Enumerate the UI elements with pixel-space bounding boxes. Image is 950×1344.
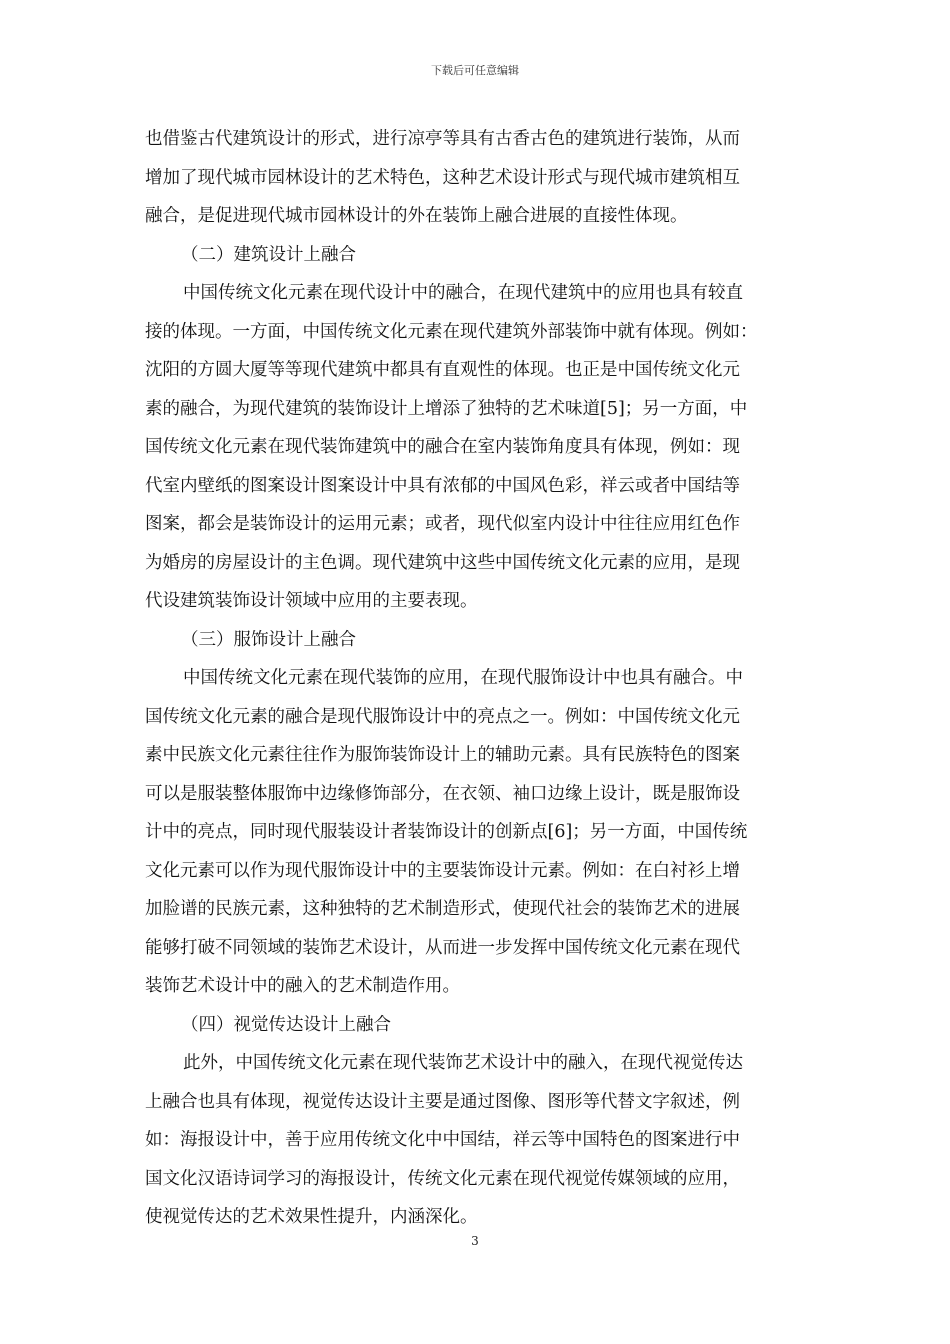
paragraph-line: 中国传统文化元素在现代装饰的应用，在现代服饰设计中也具有融合。中 xyxy=(183,668,743,688)
paragraph-line: 国传统文化元素的融合是现代服饰设计中的亮点之一。例如：中国传统文化元 xyxy=(145,706,740,727)
paragraph-line: 沈阳的方圆大厦等等现代建筑中都具有直观性的体现。也正是中国传统文化元 xyxy=(145,360,740,380)
paragraph-line: 中国传统文化元素在现代设计中的融合，在现代建筑中的应用也具有较直 xyxy=(183,283,743,303)
body-paragraph xyxy=(145,274,815,621)
paragraph-line: 代室内壁纸的图案设计图案设计中具有浓郁的中国风色彩，祥云或者中国结等 xyxy=(145,475,740,496)
paragraph-line: 素的融合，为现代建筑的装饰设计上增添了独特的艺术味道[5]；另一方面，中 xyxy=(145,398,748,419)
body-paragraph xyxy=(145,120,815,236)
paragraph-line: 国文化汉语诗词学习的海报设计，传统文化元素在现代视觉传媒领域的应用， xyxy=(145,1168,740,1189)
section-heading: （三）服饰设计上融合 xyxy=(181,629,356,650)
paragraph-line: 图案，都会是装饰设计的运用元素；或者，现代似室内设计中往往应用红色作 xyxy=(145,514,740,534)
paragraph-line: 国传统文化元素在现代装饰建筑中的融合在室内装饰角度具有体现，例如：现 xyxy=(145,437,740,457)
paragraph-line: 素中民族文化元素往往作为服饰装饰设计上的辅助元素。具有民族特色的图案 xyxy=(145,745,740,765)
paragraph-line: 融合，是促进现代城市园林设计的外在装饰上融合进展的直接性体现。 xyxy=(145,206,688,226)
paragraph-line: 代设建筑装饰设计领域中应用的主要表现。 xyxy=(145,591,478,611)
paragraph-line: 如：海报设计中，善于应用传统文化中中国结，祥云等中国特色的图案进行中 xyxy=(145,1130,740,1150)
paragraph-line: 此外，中国传统文化元素在现代装饰艺术设计中的融入，在现代视觉传达 xyxy=(183,1053,743,1073)
paragraph-line: 文化元素可以作为现代服饰设计中的主要装饰设计元素。例如：在白衬衫上增 xyxy=(145,860,740,881)
paragraph-line: 上融合也具有体现，视觉传达设计主要是通过图像、图形等代替文字叙述，例 xyxy=(145,1091,740,1112)
paragraph-line: 为婚房的房屋设计的主色调。现代建筑中这些中国传统文化元素的应用，是现 xyxy=(145,552,740,573)
paragraph-line: 能够打破不同领域的装饰艺术设计，从而进一步发挥中国传统文化元素在现代 xyxy=(145,937,740,958)
paragraph-line: 接的体现。一方面，中国传统文化元素在现代建筑外部装饰中就有体现。例如： xyxy=(145,321,758,342)
paragraph-line: 使视觉传达的艺术效果性提升，内涵深化。 xyxy=(145,1207,478,1227)
paragraph-line: 可以是服装整体服饰中边缘修饰部分，在衣领、袖口边缘上设计，既是服饰设 xyxy=(145,783,740,804)
paragraph-line: 也借鉴古代建筑设计的形式，进行凉亭等具有古香古色的建筑进行装饰，从而 xyxy=(145,129,740,149)
section-heading: （二）建筑设计上融合 xyxy=(181,244,356,265)
body-paragraph xyxy=(145,1044,815,1237)
page-number: 3 xyxy=(471,1234,479,1248)
page-header: 下载后可任意编辑 xyxy=(431,64,519,77)
paragraph-line: 加脸谱的民族元素，这种独特的艺术制造形式，使现代社会的装饰艺术的进展 xyxy=(145,899,740,919)
paragraph-line: 增加了现代城市园林设计的艺术特色，这种艺术设计形式与现代城市建筑相互 xyxy=(145,167,740,188)
paragraph-line: 计中的亮点，同时现代服装设计者装饰设计的创新点[6]；另一方面，中国传统 xyxy=(145,822,748,842)
document-body xyxy=(145,120,815,1237)
section-heading: （四）视觉传达设计上融合 xyxy=(181,1014,391,1035)
body-paragraph xyxy=(145,659,815,1006)
paragraph-line: 装饰艺术设计中的融入的艺术制造作用。 xyxy=(145,976,460,996)
